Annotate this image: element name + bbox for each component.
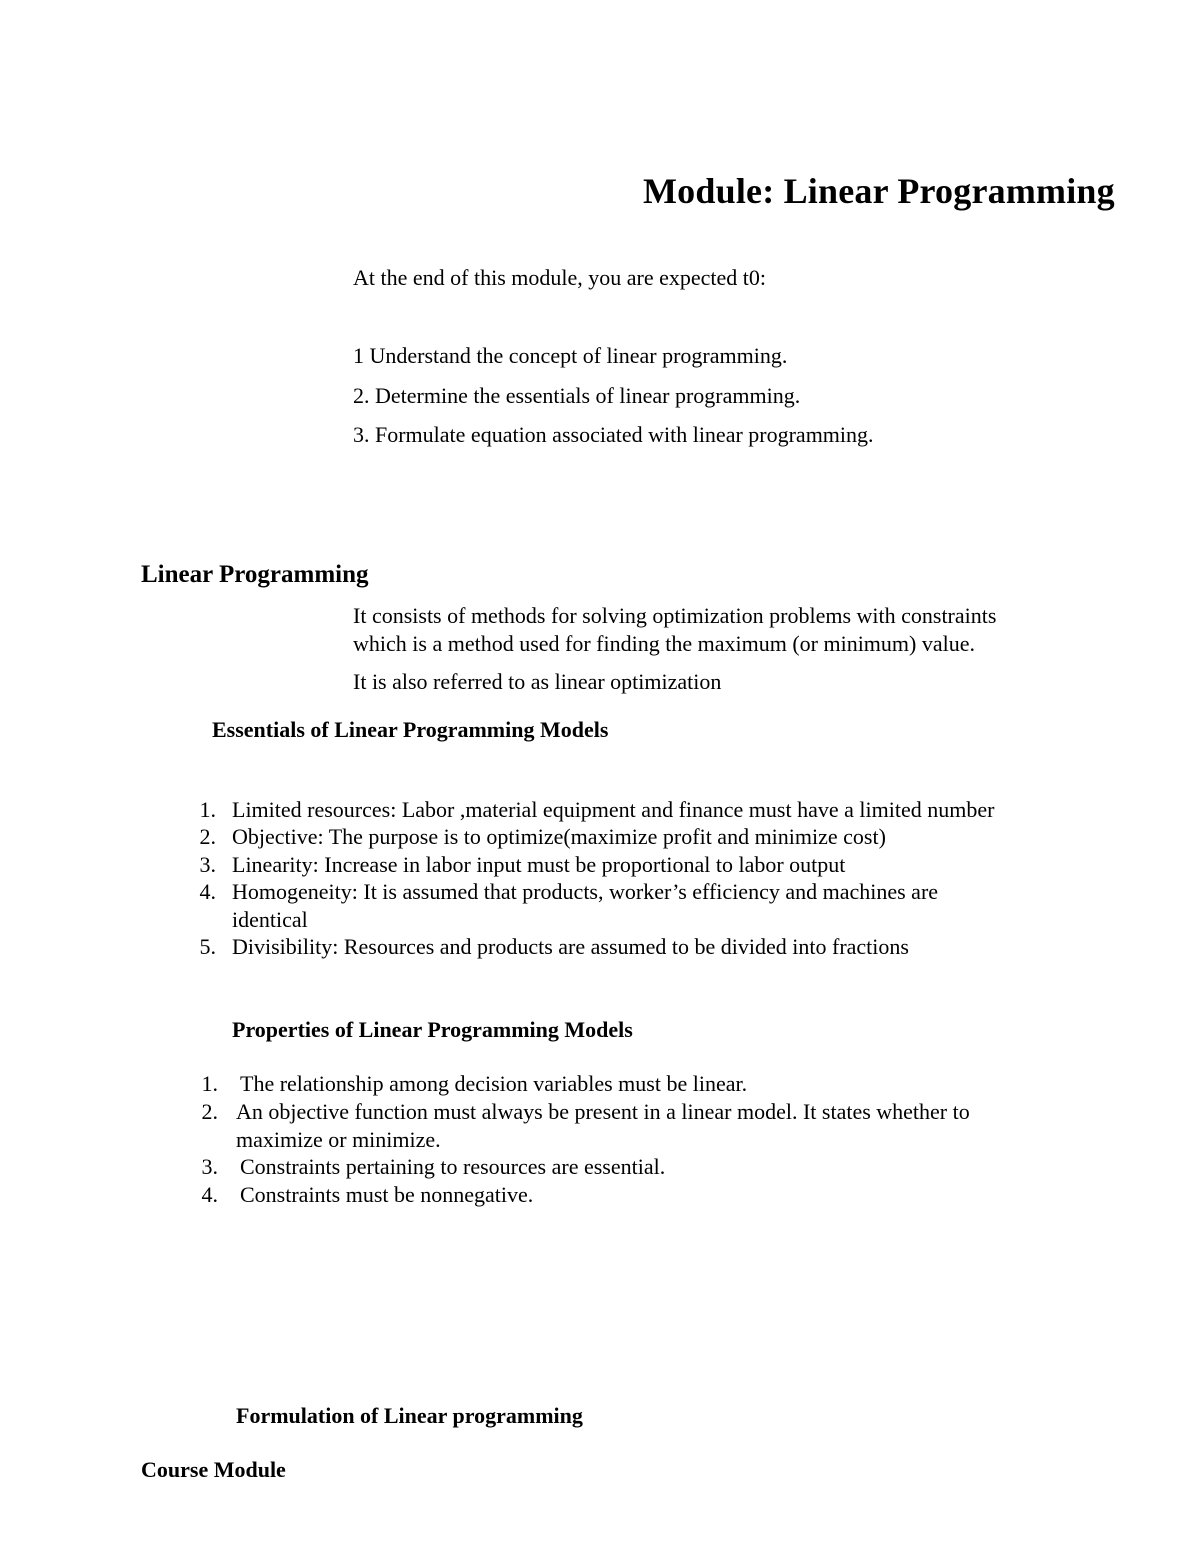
list-number: 3. [201, 1154, 218, 1179]
objective-item: 2. Determine the essentials of linear programming. [353, 383, 801, 408]
section-heading-linear-programming: Linear Programming [141, 561, 369, 588]
list-item: Limited resources: Labor ,material equipment and finance must have a limited number [232, 797, 995, 822]
list-number: 1. [199, 797, 216, 822]
list-item-continuation: identical [232, 907, 308, 932]
list-item: Constraints pertaining to resources are essential. [240, 1154, 666, 1179]
list-number: 4. [199, 879, 216, 904]
list-number: 1. [201, 1071, 218, 1096]
list-number: 5. [199, 934, 216, 959]
page-title: Module: Linear Programming [643, 171, 1115, 211]
list-item-continuation: maximize or minimize. [236, 1127, 441, 1152]
properties-heading: Properties of Linear Programming Models [232, 1017, 633, 1042]
list-item: An objective function must always be present in a linear model. It states whether to [236, 1099, 970, 1124]
list-number: 3. [199, 852, 216, 877]
list-item: Constraints must be nonnegative. [240, 1182, 534, 1207]
objective-item: 1 Understand the concept of linear programming. [353, 343, 788, 368]
essentials-heading: Essentials of Linear Programming Models [212, 717, 609, 742]
list-item: The relationship among decision variables must be linear. [240, 1071, 748, 1096]
objectives-intro: At the end of this module, you are expected t0: [353, 265, 766, 290]
list-number: 2. [199, 824, 216, 849]
definition-line: It consists of methods for solving optimization problems with constraints [353, 603, 997, 628]
list-number: 4. [201, 1182, 218, 1207]
objective-item: 3. Formulate equation associated with linear programming. [353, 422, 874, 447]
definition-line: which is a method used for finding the maximum (or minimum) value. [353, 631, 975, 656]
formulation-heading: Formulation of Linear programming [236, 1403, 583, 1428]
footer-course-module: Course Module [141, 1457, 286, 1482]
alias-line: It is also referred to as linear optimization [353, 669, 722, 694]
list-item: Objective: The purpose is to optimize(maximize profit and minimize cost) [232, 824, 886, 849]
list-item: Linearity: Increase in labor input must be proportional to labor output [232, 852, 846, 877]
list-item: Homogeneity: It is assumed that products, worker’s efficiency and machines are [232, 879, 939, 904]
list-item: Divisibility: Resources and products are assumed to be divided into fractions [232, 934, 909, 959]
list-number: 2. [201, 1099, 218, 1124]
